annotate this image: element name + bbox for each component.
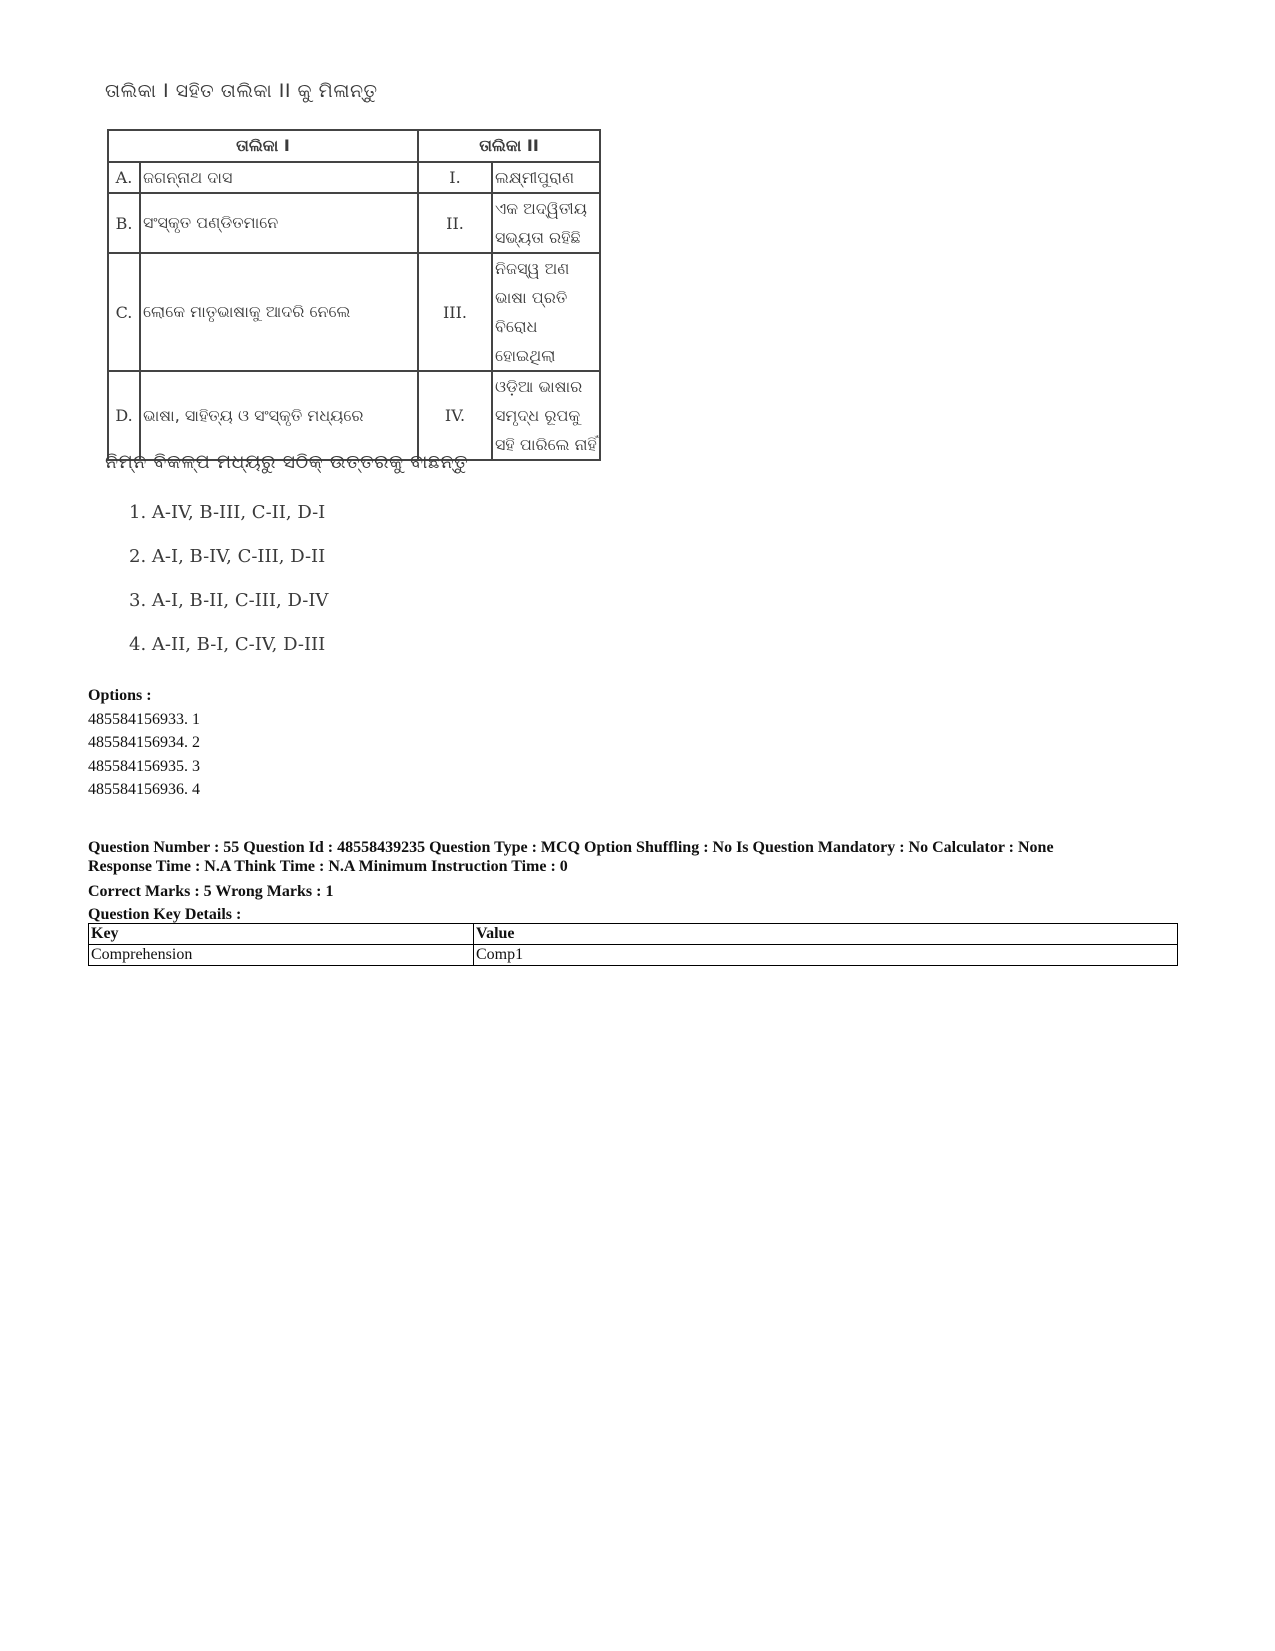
match-table — [107, 129, 601, 461]
key-column-header: Key — [89, 924, 474, 945]
option-item: 485584156933. 1 — [88, 710, 200, 728]
list-two-item: ଲକ୍ଷ୍ମୀପୁରାଣ — [492, 162, 600, 193]
value-column-header: Value — [474, 924, 1178, 945]
question-instruction: ତାଲିକା I ସହିତ ତାଲିକା II କୁ ମିଳାନ୍ତୁ — [105, 80, 378, 102]
list-one-item: ସଂସ୍କୃତ ପଣ୍ଡିତମାନେ — [140, 193, 418, 253]
list-two-item: ଏକ ଅଦ୍ୱିତୀୟ ସଭ୍ୟତା ରହିଛି — [492, 193, 600, 253]
list-two-item: ଓଡ଼ିଆ ଭାଷାର ସମୃଦ୍ଧ ରୂପକୁ ସହି ପାରିଲେ ନାହିଁ — [492, 371, 600, 460]
match-row-d — [108, 371, 600, 460]
options-block — [88, 684, 200, 802]
list-two-header: ତାଲିକା II — [418, 130, 600, 162]
key-table-header — [89, 924, 1178, 945]
table-row — [89, 945, 1178, 966]
list-one-item: ଭାଷା, ସାହିତ୍ୟ ଓ ସଂସ୍କୃତି ମଧ୍ୟରେ — [140, 371, 418, 460]
answer-choice-4: 4. A-II, B-I, C-IV, D-III — [129, 634, 326, 655]
list-one-header: ତାଲିକା I — [108, 130, 418, 162]
option-item: 485584156934. 2 — [88, 734, 200, 751]
match-row-c — [108, 253, 600, 371]
answer-choice-3: 3. A-I, B-II, C-III, D-IV — [129, 590, 329, 611]
list-one-item: ଲୋକେ ମାତୃଭାଷାକୁ ଆଦରି ନେଲେ — [140, 253, 418, 371]
options-heading: Options : — [88, 687, 152, 704]
question-image — [105, 72, 665, 672]
response-time-line: Response Time : N.A Think Time : N.A Minimum Instruction Time : 0 — [88, 858, 568, 875]
key-details-heading: Question Key Details : — [88, 906, 242, 923]
roman-numeral: III. — [418, 253, 492, 371]
row-label: C. — [108, 253, 140, 371]
option-item: 485584156935. 3 — [88, 757, 200, 775]
row-label: B. — [108, 193, 140, 253]
answer-choice-1: 1. A-IV, B-III, C-II, D-I — [129, 502, 326, 523]
answer-choice-2: 2. A-I, B-IV, C-III, D-II — [129, 546, 326, 567]
match-table-header — [108, 130, 600, 162]
value-cell: Comp1 — [474, 945, 1178, 966]
marks-line: Correct Marks : 5 Wrong Marks : 1 — [88, 883, 334, 900]
row-label: A. — [108, 162, 140, 193]
key-details-table — [88, 923, 1178, 966]
question-meta-line: Question Number : 55 Question Id : 48558439235 Question Type : MCQ Option Shuffling : No Is Question Mandatory : No Calculator : None — [88, 839, 1054, 856]
match-row-a — [108, 162, 600, 193]
key-cell: Comprehension — [89, 945, 474, 966]
list-one-item: ଜଗନ୍ନାଥ ଦାସ — [140, 162, 418, 193]
question-prompt: ନିମ୍ନ ବିକଳ୍ପ ମଧ୍ୟରୁ ସଠିକ୍ ଉତ୍ତରକୁ ବାଛନ୍ତୁ — [105, 451, 469, 473]
roman-numeral: II. — [418, 193, 492, 253]
roman-numeral: IV. — [418, 371, 492, 460]
match-row-b — [108, 193, 600, 253]
roman-numeral: I. — [418, 162, 492, 193]
row-label: D. — [108, 371, 140, 460]
option-item: 485584156936. 4 — [88, 781, 200, 798]
list-two-item: ନିଜସ୍ୱ ଅଣ ଭାଷା ପ୍ରତି ବିରୋଧ ହୋଇଥିଲା — [492, 253, 600, 371]
